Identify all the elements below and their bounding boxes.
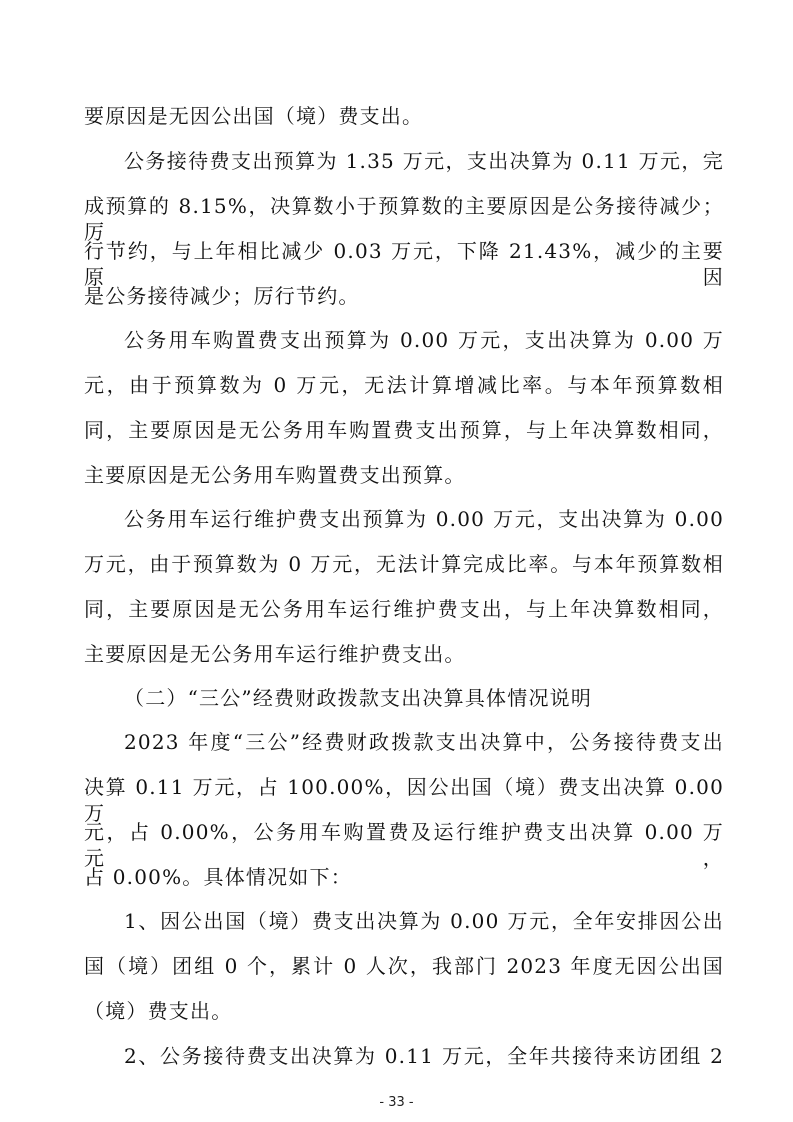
paragraph-line: 要原因是无因公出国（境）费支出。	[84, 104, 424, 128]
paragraph-line: 决算 0.11 万元，占 100.00%，因公出国（境）费支出决算 0.00 万	[84, 775, 724, 825]
paragraph-line: 元，占 0.00%，公务用车购置费及运行维护费支出决算 0.00 万元，	[84, 820, 724, 870]
paragraph-line: 行节约，与上年相比减少 0.03 万元，下降 21.43%，减少的主要原因	[84, 239, 724, 289]
paragraph-line: 是公务接待减少；厉行节约。	[84, 284, 360, 308]
paragraph-line: 元，由于预算数为 0 万元，无法计算增减比率。与本年预算数相	[84, 373, 724, 397]
paragraph-line: 成预算的 8.15%，决算数小于预算数的主要原因是公务接待减少；厉	[84, 194, 724, 244]
paragraph-line: 国（境）团组 0 个，累计 0 人次，我部门 2023 年度无因公出国	[84, 954, 724, 978]
paragraph-line: 主要原因是无公务用车运行维护费支出。	[84, 642, 466, 666]
paragraph-line: 公务用车运行维护费支出预算为 0.00 万元，支出决算为 0.00	[124, 507, 724, 531]
paragraph-line: 同，主要原因是无公务用车运行维护费支出，与上年决算数相同，	[84, 597, 724, 621]
paragraph-line: 主要原因是无公务用车购置费支出预算。	[84, 463, 466, 487]
section-heading: （二）“三公”经费财政拨款支出决算具体情况说明	[124, 686, 593, 710]
paragraph-line: 公务用车购置费支出预算为 0.00 万元，支出决算为 0.00 万	[124, 328, 724, 352]
paragraph-line: 占 0.00%。具体情况如下：	[84, 865, 352, 889]
paragraph-line: 1、因公出国（境）费支出决算为 0.00 万元，全年安排因公出	[124, 909, 724, 933]
paragraph-line: 同，主要原因是无公务用车购置费支出预算，与上年决算数相同，	[84, 418, 724, 442]
paragraph-line: 公务接待费支出预算为 1.35 万元，支出决算为 0.11 万元，完	[124, 149, 724, 173]
paragraph-line: 2023 年度“三公”经费财政拨款支出决算中，公务接待费支出	[124, 730, 724, 754]
page-number: - 33 -	[379, 1095, 414, 1110]
paragraph-line: 2、公务接待费支出决算为 0.11 万元，全年共接待来访团组 2	[124, 1044, 724, 1068]
paragraph-line: （境）费支出。	[84, 999, 233, 1023]
paragraph-line: 万元，由于预算数为 0 万元，无法计算完成比率。与本年预算数相	[84, 552, 724, 576]
